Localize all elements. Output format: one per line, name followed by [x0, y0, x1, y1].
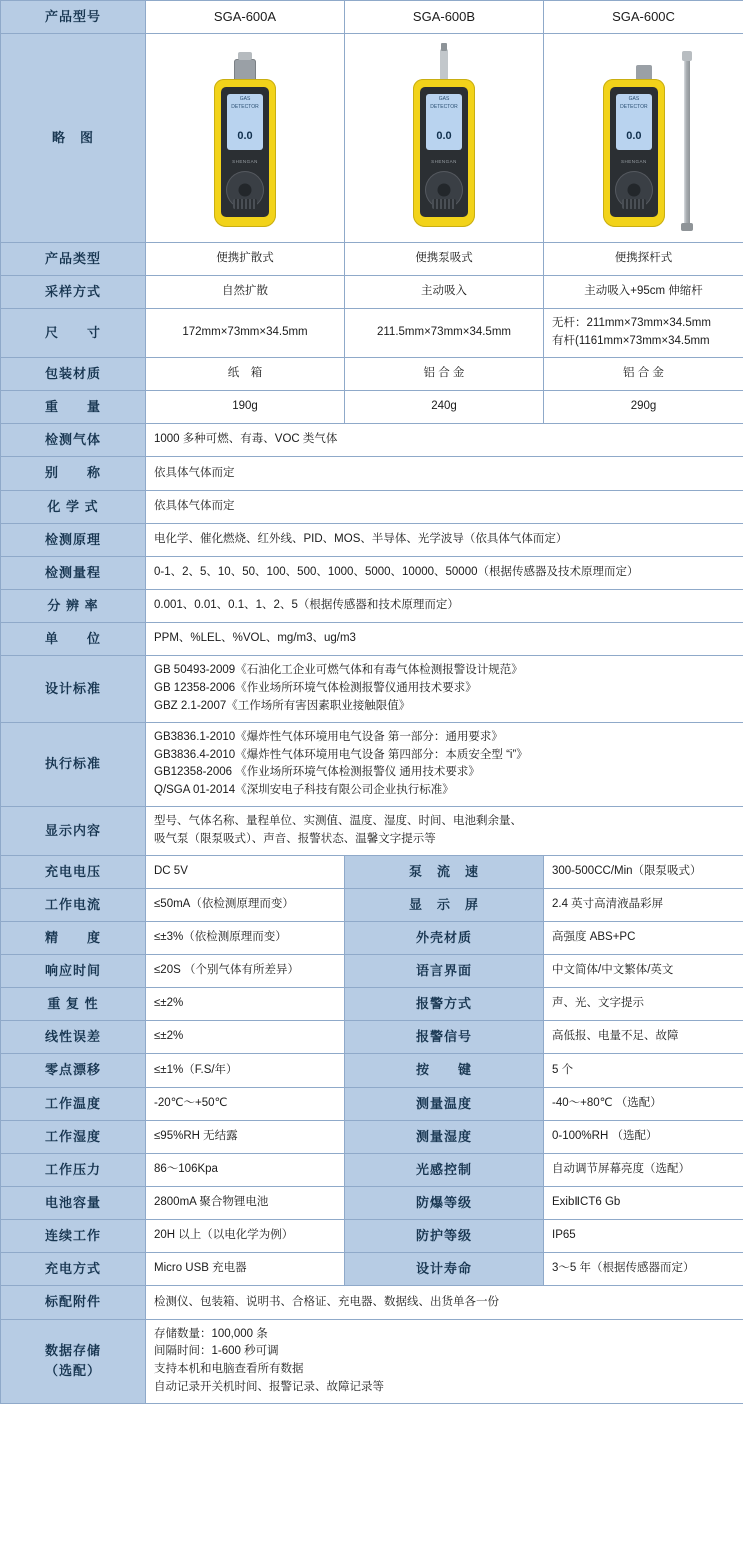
design-standard-value [146, 656, 743, 722]
row-label-principle: 检测原理 [1, 523, 146, 556]
accessories-value: 检测仪、包装箱、说明书、合格证、充电器、数据线、出货单各一份 [146, 1286, 743, 1319]
device-screen-top-a: GAS DETECTOR [231, 96, 259, 110]
row-label-exec-standard: 执行标准 [1, 722, 146, 806]
device-image-b [345, 34, 544, 243]
row-label-explosion-proof: 防爆等级 [345, 1187, 544, 1220]
protection-level-value: IP65 [544, 1220, 743, 1253]
table-row-accuracy [1, 921, 743, 954]
shell-material-value: 高强度 ABS+PC [544, 921, 743, 954]
row-label-charge-voltage: 充电电压 [1, 855, 146, 888]
zero-drift-value: ≤±1%（F.S/年） [146, 1054, 345, 1087]
formula-value: 依具体气体而定 [146, 490, 743, 523]
product-type-b: 便携泵吸式 [345, 243, 544, 276]
device-screen-top-c: GAS DETECTOR [620, 96, 648, 110]
charge-mode-value: Micro USB 充电器 [146, 1253, 345, 1286]
exec-standard-line1: GB3836.1-2010《爆炸性气体环境用电气设备 第一部分：通用要求》 [154, 730, 503, 743]
table-row-charge-mode [1, 1253, 743, 1286]
table-row-alias [1, 457, 743, 490]
table-row-diagram [1, 34, 743, 243]
display-content-value [146, 807, 743, 856]
table-row-size [1, 309, 743, 358]
table-row-formula [1, 490, 743, 523]
table-row-repeatability [1, 988, 743, 1021]
design-standard-line1: GB 50493-2009《石油化工企业可燃气体和有毒气体检测报警设计规范》 [154, 664, 523, 677]
detect-gas-value: 1000 多种可燃、有毒、VOC 类气体 [146, 424, 743, 457]
row-label-display-content: 显示内容 [1, 807, 146, 856]
table-row-sampling [1, 276, 743, 309]
pump-flow-value: 300-500CC/Min（限泵吸式） [544, 855, 743, 888]
table-row-weight [1, 391, 743, 424]
row-label-unit: 单 位 [1, 623, 146, 656]
row-label-working-pressure: 工作压力 [1, 1153, 146, 1186]
table-row-working-humidity [1, 1120, 743, 1153]
model-a: SGA-600A [146, 1, 345, 34]
row-label-measure-temperature: 测量温度 [345, 1087, 544, 1120]
row-label-design-standard: 设计标准 [1, 656, 146, 722]
row-label-model: 产品型号 [1, 1, 146, 34]
range-value: 0-1、2、5、10、50、100、500、1000、5000、10000、50000（根据传感器及技术原理而定） [146, 556, 743, 589]
data-storage-label-line2: （选配） [44, 1363, 101, 1379]
display-screen-value: 2.4 英寸高清液晶彩屏 [544, 888, 743, 921]
row-label-linear-error: 线性误差 [1, 1021, 146, 1054]
working-current-value: ≤50mA（依检测原理而变） [146, 888, 345, 921]
measure-humidity-value: 0-100%RH （选配） [544, 1120, 743, 1153]
row-label-protection-level: 防护等级 [345, 1220, 544, 1253]
table-row-exec-standard [1, 722, 743, 806]
device-screen-b [426, 94, 462, 150]
device-speaker-grill-b [432, 199, 456, 209]
table-row-battery-capacity [1, 1187, 743, 1220]
data-storage-line3: 支持本机和电脑查看所有数据 [154, 1363, 304, 1376]
size-a: 172mm×73mm×34.5mm [146, 309, 345, 358]
device-brand-c: SHENGAN [621, 159, 647, 165]
data-storage-line2: 间隔时间：1-600 秒可调 [154, 1345, 279, 1358]
row-label-keys: 按 键 [345, 1054, 544, 1087]
sampling-c: 主动吸入+95cm 伸缩杆 [544, 276, 743, 309]
battery-capacity-value: 2800mA 聚合物锂电池 [146, 1187, 345, 1220]
weight-a: 190g [146, 391, 345, 424]
row-label-accuracy: 精 度 [1, 921, 146, 954]
row-label-continuous-work: 连续工作 [1, 1220, 146, 1253]
table-row-working-pressure [1, 1153, 743, 1186]
row-label-battery-capacity: 电池容量 [1, 1187, 146, 1220]
size-c [544, 309, 743, 358]
table-row-response-time [1, 955, 743, 988]
telescopic-probe-icon [684, 57, 690, 227]
row-label-resolution: 分 辨 率 [1, 590, 146, 623]
alias-value: 依具体气体而定 [146, 457, 743, 490]
size-c-line2: 有杆(1161mm×73mm×34.5mm [552, 335, 710, 348]
row-label-design-life: 设计寿命 [345, 1253, 544, 1286]
design-standard-line2: GB 12358-2006《作业场所环境气体检测报警仪通用技术要求》 [154, 682, 477, 695]
row-label-range: 检测量程 [1, 556, 146, 589]
row-label-alarm-mode: 报警方式 [345, 988, 544, 1021]
row-label-language: 语言界面 [345, 955, 544, 988]
data-storage-value [146, 1319, 743, 1403]
device-brand-a: SHENGAN [232, 159, 258, 165]
row-label-display-screen: 显 示 屏 [345, 888, 544, 921]
resolution-value: 0.001、0.01、0.1、1、2、5（根据传感器和技术原理而定） [146, 590, 743, 623]
device-screen-value-b: 0.0 [436, 129, 452, 142]
table-row-packaging [1, 358, 743, 391]
exec-standard-line2: GB3836.4-2010《爆炸性气体环境用电气设备 第四部分：本质安全型 “i”》 [154, 748, 528, 761]
row-label-size: 尺 寸 [1, 309, 146, 358]
row-label-response-time: 响应时间 [1, 955, 146, 988]
table-row-product-type [1, 243, 743, 276]
table-row-unit [1, 623, 743, 656]
working-temperature-value: -20℃～+50℃ [146, 1087, 345, 1120]
data-storage-label-line1: 数据存储 [44, 1343, 101, 1359]
row-label-detect-gas: 检测气体 [1, 424, 146, 457]
table-row-working-temperature [1, 1087, 743, 1120]
continuous-work-value: 20H 以上（以电化学为例） [146, 1220, 345, 1253]
row-label-packaging: 包装材质 [1, 358, 146, 391]
row-label-data-storage [1, 1319, 146, 1403]
packaging-b: 铝 合 金 [345, 358, 544, 391]
device-screen-value-a: 0.0 [237, 129, 253, 142]
row-label-weight: 重 量 [1, 391, 146, 424]
display-content-line2: 吸气泵（限泵吸式）、声音、报警状态、温馨文字提示等 [154, 832, 436, 845]
model-b: SGA-600B [345, 1, 544, 34]
product-type-c: 便携探杆式 [544, 243, 743, 276]
keys-value: 5 个 [544, 1054, 743, 1087]
device-body-a [214, 79, 276, 227]
weight-c: 290g [544, 391, 743, 424]
packaging-c: 铝 合 金 [544, 358, 743, 391]
table-row-data-storage [1, 1319, 743, 1403]
table-row-detect-gas [1, 424, 743, 457]
row-label-alias: 别 称 [1, 457, 146, 490]
principle-value: 电化学、催化燃烧、红外线、PID、MOS、半导体、光学波导（依具体气体而定） [146, 523, 743, 556]
exec-standard-line3: GB12358-2006 《作业场所环境气体检测报警仪 通用技术要求》 [154, 766, 480, 779]
packaging-a: 纸 箱 [146, 358, 345, 391]
row-label-sampling: 采样方式 [1, 276, 146, 309]
row-label-alarm-signal: 报警信号 [345, 1021, 544, 1054]
data-storage-line4: 自动记录开关机时间、报警记录、故障记录等 [154, 1381, 384, 1394]
device-body-b [413, 79, 475, 227]
sampling-b: 主动吸入 [345, 276, 544, 309]
device-image-c [544, 34, 743, 243]
data-storage-line1: 存储数量：100,000 条 [154, 1327, 268, 1340]
repeatability-value: ≤±2% [146, 988, 345, 1021]
measure-temperature-value: -40～+80℃ （选配） [544, 1087, 743, 1120]
table-row-range [1, 556, 743, 589]
response-time-value: ≤20S （个别气体有所差异） [146, 955, 345, 988]
display-content-line1: 型号、气体名称、量程单位、实测值、温度、湿度、时间、电池剩余量、 [154, 815, 522, 827]
unit-value: PPM、%LEL、%VOL、mg/m3、ug/m3 [146, 623, 743, 656]
alarm-signal-value: 高低报、电量不足、故障 [544, 1021, 743, 1054]
row-label-working-current: 工作电流 [1, 888, 146, 921]
device-image-a [146, 34, 345, 243]
row-label-measure-humidity: 测量湿度 [345, 1120, 544, 1153]
row-label-zero-drift: 零点漂移 [1, 1054, 146, 1087]
charge-voltage-value: DC 5V [146, 855, 345, 888]
row-label-formula: 化 学 式 [1, 490, 146, 523]
table-row-design-standard [1, 656, 743, 722]
row-label-light-control: 光感控制 [345, 1153, 544, 1186]
row-label-working-temperature: 工作温度 [1, 1087, 146, 1120]
device-screen-a [227, 94, 263, 150]
exec-standard-value [146, 722, 743, 806]
working-humidity-value: ≤95%RH 无结露 [146, 1120, 345, 1153]
sampling-a: 自然扩散 [146, 276, 345, 309]
table-row-principle [1, 523, 743, 556]
row-label-diagram: 略 图 [1, 34, 146, 243]
row-label-repeatability: 重 复 性 [1, 988, 146, 1021]
table-row-continuous-work [1, 1220, 743, 1253]
table-row-display-content [1, 807, 743, 856]
explosion-proof-value: ExibⅡCT6 Gb [544, 1187, 743, 1220]
table-row-zero-drift [1, 1054, 743, 1087]
table-row-charge-voltage [1, 855, 743, 888]
device-screen-value-c: 0.0 [626, 129, 642, 142]
table-row-resolution [1, 590, 743, 623]
row-label-accessories: 标配附件 [1, 1286, 146, 1319]
size-c-line1: 无杆：211mm×73mm×34.5mm [552, 317, 711, 330]
linear-error-value: ≤±2% [146, 1021, 345, 1054]
table-row-model [1, 1, 743, 34]
table-row-accessories [1, 1286, 743, 1319]
exec-standard-line4: Q/SGA 01-2014《深圳安电子科技有限公司企业执行标准》 [154, 784, 454, 797]
device-brand-b: SHENGAN [431, 159, 457, 165]
design-life-value: 3～5 年（根据传感器而定） [544, 1253, 743, 1286]
device-screen-top-b: GAS DETECTOR [430, 96, 458, 110]
table-row-working-current [1, 888, 743, 921]
weight-b: 240g [345, 391, 544, 424]
size-b: 211.5mm×73mm×34.5mm [345, 309, 544, 358]
row-label-working-humidity: 工作湿度 [1, 1120, 146, 1153]
product-type-a: 便携扩散式 [146, 243, 345, 276]
light-control-value: 自动调节屏幕亮度（选配） [544, 1153, 743, 1186]
design-standard-line3: GBZ 2.1-2007《工作场所有害因素职业接触限值》 [154, 699, 411, 712]
row-label-product-type: 产品类型 [1, 243, 146, 276]
working-pressure-value: 86～106Kpa [146, 1153, 345, 1186]
language-value: 中文简体/中文繁体/英文 [544, 955, 743, 988]
row-label-charge-mode: 充电方式 [1, 1253, 146, 1286]
device-speaker-grill-c [622, 199, 646, 209]
accuracy-value: ≤±3%（依检测原理而变） [146, 921, 345, 954]
device-speaker-grill-a [233, 199, 257, 209]
table-row-linear-error [1, 1021, 743, 1054]
model-c: SGA-600C [544, 1, 743, 34]
row-label-pump-flow: 泵 流 速 [345, 855, 544, 888]
alarm-mode-value: 声、光、文字提示 [544, 988, 743, 1021]
device-screen-c [616, 94, 652, 150]
device-body-c [603, 79, 665, 227]
row-label-shell-material: 外壳材质 [345, 921, 544, 954]
